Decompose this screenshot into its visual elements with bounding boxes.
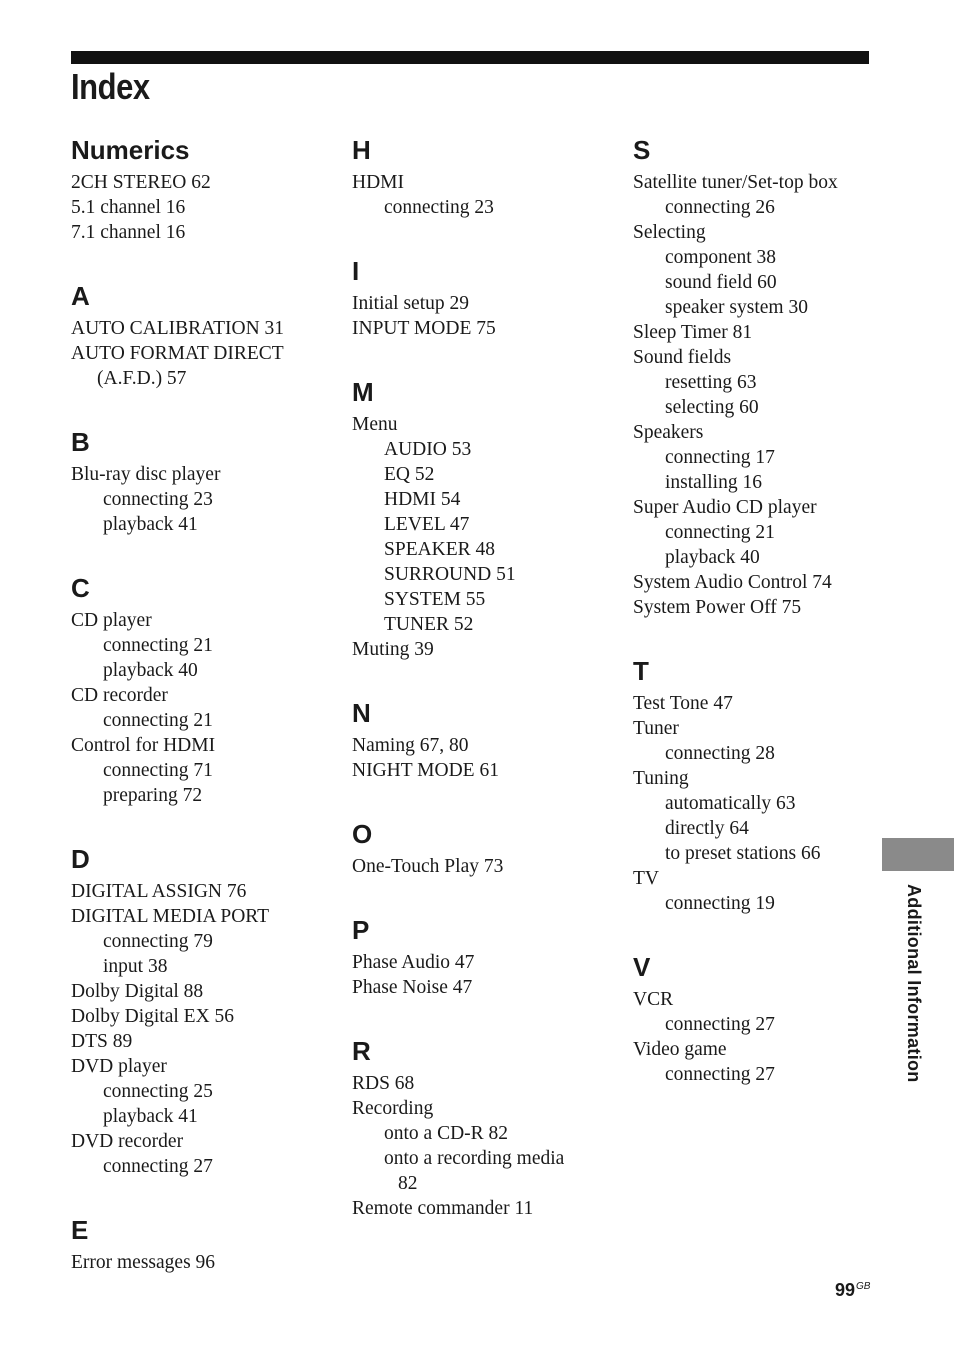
- index-entry: CD recorder: [71, 685, 168, 706]
- section-heading: A: [71, 281, 90, 311]
- section-heading: C: [71, 573, 90, 603]
- index-subentry: preparing 72: [103, 785, 203, 806]
- index-entry: Speakers: [633, 422, 704, 443]
- index-entry: DVD player: [71, 1056, 167, 1077]
- index-subentry: connecting 27: [103, 1156, 213, 1177]
- index-column-2: [352, 128, 612, 1250]
- index-subentry: automatically 63: [665, 793, 796, 814]
- index-subentry: connecting 21: [103, 635, 213, 656]
- index-subentry: connecting 23: [103, 489, 213, 510]
- index-subentry: connecting 28: [665, 743, 775, 764]
- section-heading: P: [352, 915, 370, 945]
- index-entry: Test Tone 47: [633, 693, 733, 714]
- index-entry: CD player: [71, 610, 152, 631]
- section-heading: E: [71, 1215, 89, 1245]
- index-entry: Tuner: [633, 718, 679, 739]
- index-entry: Menu: [352, 414, 398, 435]
- index-subentry: connecting 27: [665, 1014, 775, 1035]
- index-subentry: SPEAKER 48: [384, 539, 496, 560]
- index-entry: TV: [633, 868, 659, 889]
- index-entry: DIGITAL MEDIA PORT: [71, 906, 270, 927]
- index-entry: Tuning: [633, 768, 689, 789]
- index-subentry: connecting 27: [665, 1064, 775, 1085]
- index-entry: Error messages 96: [71, 1252, 216, 1273]
- index-section: [71, 274, 331, 391]
- index-section: [352, 370, 612, 662]
- page-title: Index: [71, 66, 150, 107]
- index-subentry: component 38: [665, 247, 777, 268]
- index-entry: Recording: [352, 1098, 434, 1119]
- index-subentry: TUNER 52: [384, 614, 474, 635]
- index-entry: Muting 39: [352, 639, 434, 660]
- index-subentry: directly 64: [665, 818, 749, 839]
- index-entry: Initial setup 29: [352, 293, 469, 314]
- index-entry: AUTO CALIBRATION 31: [71, 318, 285, 339]
- index-entry: DVD recorder: [71, 1131, 184, 1152]
- index-section: [71, 420, 331, 537]
- index-entry: AUTO FORMAT DIRECT: [71, 343, 284, 364]
- index-section: [352, 1029, 612, 1221]
- index-entry: Super Audio CD player: [633, 497, 817, 518]
- index-subentry: connecting 21: [103, 710, 213, 731]
- index-entry: Selecting: [633, 222, 706, 243]
- index-section: [352, 249, 612, 341]
- index-subentry: speaker system 30: [665, 297, 808, 318]
- index-section: [352, 908, 612, 1000]
- section-heading: Numerics: [71, 135, 190, 165]
- index-entry: Dolby Digital EX 56: [71, 1006, 235, 1027]
- index-subentry: LEVEL 47: [384, 514, 470, 535]
- index-subentry: sound field 60: [665, 272, 777, 293]
- index-entry: Dolby Digital 88: [71, 981, 204, 1002]
- index-entry: Remote commander 11: [352, 1198, 534, 1219]
- index-entry: NIGHT MODE 61: [352, 760, 499, 781]
- page-number: [835, 1280, 870, 1301]
- index-section: [71, 1208, 331, 1275]
- index-section: [71, 128, 331, 245]
- section-heading: O: [352, 819, 373, 849]
- index-section: [352, 128, 612, 220]
- index-subentry: playback 40: [665, 547, 760, 568]
- index-section: [71, 837, 331, 1179]
- index-section: [352, 691, 612, 783]
- page-number-value: 99: [835, 1280, 856, 1300]
- index-entry: 5.1 channel 16: [71, 197, 186, 218]
- index-entry: Blu-ray disc player: [71, 464, 221, 485]
- section-heading: V: [633, 952, 651, 982]
- index-section: [352, 812, 612, 879]
- top-rule: [71, 51, 869, 64]
- index-subentry: HDMI 54: [384, 489, 461, 510]
- index-subentry: EQ 52: [384, 464, 435, 485]
- section-heading: B: [71, 427, 90, 457]
- index-entry: RDS 68: [352, 1073, 415, 1094]
- section-tab-marker: [882, 838, 954, 871]
- section-heading: D: [71, 844, 90, 874]
- side-tab-label: Additional Information: [904, 884, 924, 1083]
- section-heading: T: [633, 656, 649, 686]
- section-heading: H: [352, 135, 371, 165]
- index-subentry: input 38: [103, 956, 168, 977]
- index-column-1: [71, 128, 331, 1304]
- index-subentry: connecting 21: [665, 522, 775, 543]
- index-entry: One-Touch Play 73: [352, 856, 504, 877]
- index-entry: Control for HDMI: [71, 735, 216, 756]
- index-entry: DTS 89: [71, 1031, 133, 1052]
- index-subentry: resetting 63: [665, 372, 757, 393]
- index-entry-continuation: (A.F.D.) 57: [97, 368, 187, 389]
- index-subentry: playback 41: [103, 514, 198, 535]
- index-subentry: connecting 25: [103, 1081, 213, 1102]
- section-heading: N: [352, 698, 371, 728]
- index-subentry: onto a recording media: [384, 1148, 565, 1169]
- index-section: [633, 649, 873, 916]
- index-subentry: AUDIO 53: [384, 439, 472, 460]
- index-subentry: connecting 19: [665, 893, 775, 914]
- index-subentry: connecting 23: [384, 197, 494, 218]
- index-subentry: connecting 17: [665, 447, 775, 468]
- index-subentry: SURROUND 51: [384, 564, 516, 585]
- index-section: [71, 566, 331, 808]
- index-subentry: connecting 71: [103, 760, 213, 781]
- index-section: [633, 128, 873, 620]
- section-heading: S: [633, 135, 651, 165]
- index-entry: 7.1 channel 16: [71, 222, 186, 243]
- index-subentry: connecting 79: [103, 931, 213, 952]
- index-subentry: onto a CD-R 82: [384, 1123, 509, 1144]
- index-column-3: [633, 128, 873, 1116]
- index-entry: Naming 67, 80: [352, 735, 469, 756]
- section-heading: I: [352, 256, 360, 286]
- index-entry: VCR: [633, 989, 674, 1010]
- index-subentry: playback 40: [103, 660, 198, 681]
- index-entry: Sleep Timer 81: [633, 322, 753, 343]
- index-subentry: to preset stations 66: [665, 843, 821, 864]
- index-entry: Sound fields: [633, 347, 732, 368]
- index-subentry: installing 16: [665, 472, 762, 493]
- index-entry: System Power Off 75: [633, 597, 802, 618]
- index-entry: System Audio Control 74: [633, 572, 832, 593]
- index-subentry: playback 41: [103, 1106, 198, 1127]
- section-heading: R: [352, 1036, 371, 1066]
- index-subentry: selecting 60: [665, 397, 759, 418]
- section-heading: M: [352, 377, 374, 407]
- index-entry: HDMI: [352, 172, 404, 193]
- index-entry: Satellite tuner/Set-top box: [633, 172, 838, 193]
- index-entry: 2CH STEREO 62: [71, 172, 211, 193]
- index-entry: Phase Audio 47: [352, 952, 475, 973]
- index-subentry: connecting 26: [665, 197, 775, 218]
- index-subentry: SYSTEM 55: [384, 589, 486, 610]
- index-section: [633, 945, 873, 1087]
- index-entry: INPUT MODE 75: [352, 318, 496, 339]
- index-entry-continuation: 82: [398, 1173, 418, 1194]
- index-entry: DIGITAL ASSIGN 76: [71, 881, 247, 902]
- index-entry: Video game: [633, 1039, 727, 1060]
- page-number-suffix: GB: [856, 1281, 871, 1292]
- index-entry: Phase Noise 47: [352, 977, 473, 998]
